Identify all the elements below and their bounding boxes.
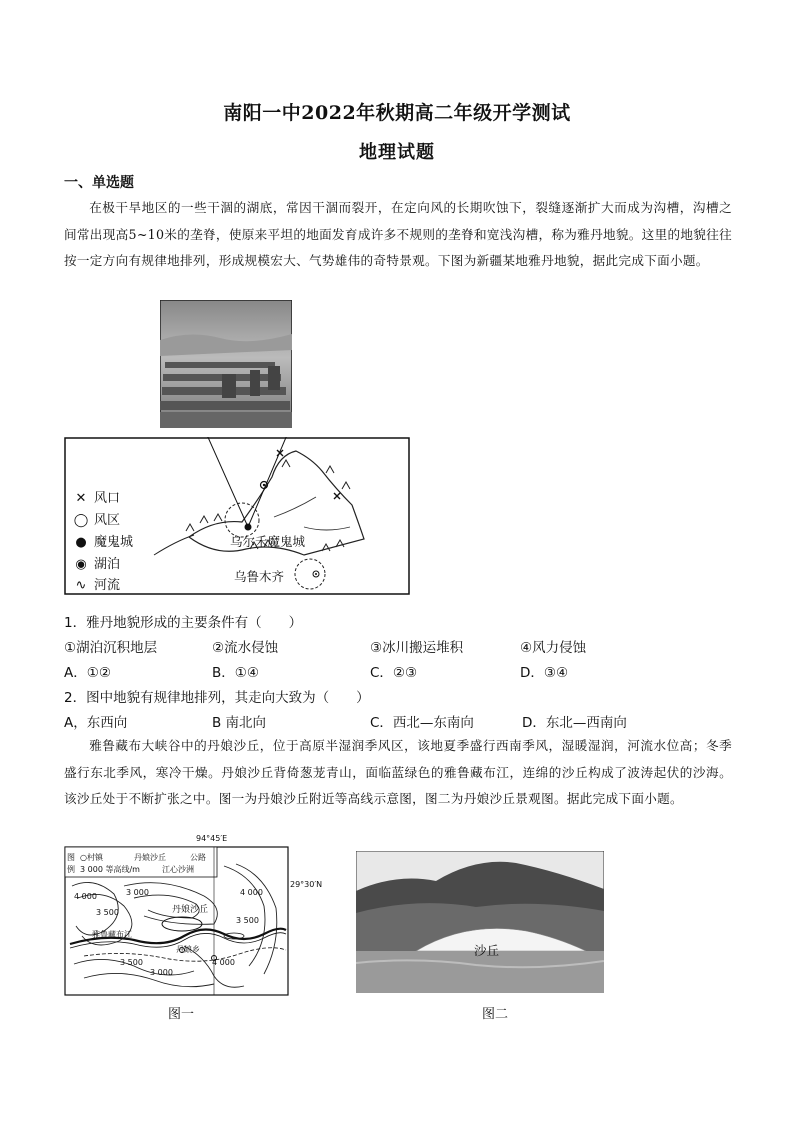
legend-lake: ◉ 湖泊 — [72, 553, 120, 572]
fig2-caption: 图二 — [482, 1007, 509, 1022]
contour-label-7: 3 500 — [120, 958, 143, 967]
contour-label-5: 3 500 — [236, 916, 259, 925]
contour-label-1: 4 000 — [74, 892, 97, 901]
exam-subtitle: 地理试题 — [359, 142, 435, 163]
q1-option-b[interactable]: B．①④ — [212, 665, 259, 681]
fig1-caption: 图一 — [168, 1007, 195, 1022]
passage-1: 在极干旱地区的一些干涸的湖底，常因干涸而裂开，在定向风的长期吹蚀下，裂缝逐渐扩大而成为沟槽，沟槽之间常出现高5~10米的垄脊，使原来平坦的地面发育成许多不规则的垄脊和宽浅沟槽，称为雅丹地貌。这里的地貌往往按一定方向有规律地排列，形成规模宏大、气势雄伟的奇特景观。下图为新疆某地雅丹地貌，据此完成下面小题。 — [64, 200, 732, 268]
question-2-stem: 2．图中地貌有规律地排列，其走向大致为（ ） — [64, 690, 370, 706]
fig1-legend-contour: 3 000 等高线/m — [80, 865, 140, 874]
question-1-stem: 1．雅丹地貌形成的主要条件有（ ） — [64, 615, 303, 631]
legend-ghost-city: ● 魔鬼城 — [72, 531, 133, 550]
q2-option-d[interactable]: D．东北—西南向 — [522, 715, 627, 731]
section-heading: 一、单选题 — [64, 175, 134, 191]
latitude-label: 29°30′N — [290, 880, 323, 889]
contour-label-6: 3 000 — [150, 968, 173, 977]
fig2-label-dune: 沙丘 — [474, 943, 500, 958]
fig1-label-river: 雅鲁藏布江 — [92, 930, 132, 939]
map-label-ghost-city: 乌尔禾魔鬼城 — [230, 534, 306, 549]
dune-landscape-photo — [356, 851, 604, 993]
fig1-legend-village: ○村镇 — [80, 853, 103, 862]
fig1-legend-sandbar: 江心沙洲 — [162, 865, 194, 874]
q2-option-b[interactable]: B 南北向 — [212, 715, 267, 731]
q1-item-3: ③冰川搬运堆积 — [370, 640, 464, 656]
fig1-legend-dune: 丹娘沙丘 — [134, 853, 166, 862]
q1-option-d[interactable]: D．③④ — [520, 665, 569, 681]
q1-option-a[interactable]: A．①② — [64, 665, 111, 681]
fig1-legend-road: 公路 — [190, 853, 206, 862]
legend-wind-zone: ◯ 风区 — [73, 513, 121, 528]
longitude-label: 94°45′E — [196, 834, 228, 843]
q1-item-1: ①湖泊沉积地层 — [64, 640, 158, 656]
fig1-legend-title-1: 图 — [67, 853, 75, 862]
fig1-label-dune: 丹娘沙丘 — [172, 905, 209, 915]
contour-label-4: 4 000 — [240, 888, 263, 897]
exam-title: 南阳一中2022年秋期高二年级开学测试 — [223, 102, 571, 124]
fig1-legend-title-2: 例 — [67, 865, 75, 874]
map-label-urumqi: 乌鲁木齐 — [234, 569, 285, 584]
q2-option-a[interactable]: A，东西向 — [64, 715, 128, 731]
contour-label-3: 3 000 — [126, 888, 149, 897]
contour-label-8: 4 000 — [212, 958, 235, 967]
fig1-label-village: 丹娘乡 — [176, 945, 200, 954]
wind-gap-icon: ✕ — [75, 491, 87, 506]
q1-item-2: ②流水侵蚀 — [212, 640, 279, 656]
lake-icon: ◉ — [75, 557, 87, 572]
legend-river: ∿ 河流 — [72, 574, 120, 593]
q1-item-4: ④风力侵蚀 — [520, 640, 587, 656]
q1-option-c[interactable]: C．②③ — [370, 665, 418, 681]
ghost-city-icon: ● — [75, 535, 87, 550]
legend-wind-gap: ✕ 风口 — [72, 487, 120, 506]
q2-option-c[interactable]: C．西北—东南向 — [370, 715, 474, 731]
river-icon: ∿ — [75, 578, 87, 593]
yardang-photo — [160, 300, 292, 428]
wind-zone-icon: ◯ — [73, 513, 89, 528]
passage-2: 雅鲁藏布大峡谷中的丹娘沙丘，位于高原半湿润季风区，该地夏季盛行西南季风，湿暖湿润，河流水位高；冬季盛行东北季风，寒冷干燥。丹娘沙丘背倚葱茏青山，面临蓝绿色的雅鲁藏布江，连绵的沙丘构成了波涛起伏的沙海。该沙丘处于不断扩张之中。图一为丹娘沙丘附近等高线示意图，图二为丹娘沙丘景观图。据此完成下面小题。 — [64, 738, 732, 806]
contour-label-2: 3 500 — [96, 908, 119, 917]
